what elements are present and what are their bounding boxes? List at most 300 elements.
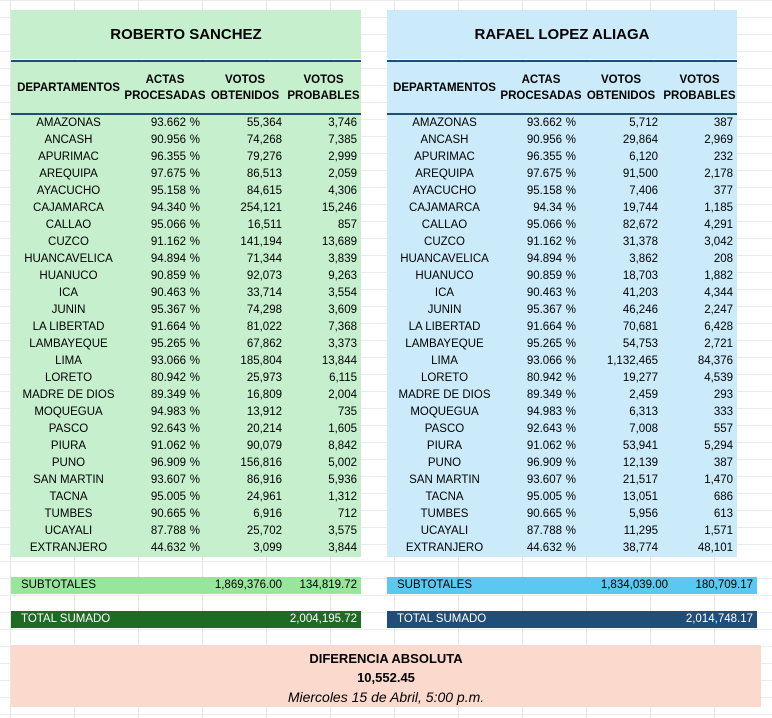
table-row: [387, 319, 737, 336]
percent-sign: %: [189, 423, 200, 435]
votos-probables-cell: 3,839: [328, 253, 357, 265]
votos-probables-cell: 735: [337, 406, 357, 418]
table-row: [11, 472, 361, 489]
votos-probables-cell: 3,844: [328, 542, 357, 554]
votos-probables-cell: 2,721: [704, 338, 733, 350]
votos-probables-cell: 3,554: [328, 287, 357, 299]
actas-cell: [502, 387, 580, 404]
votos-probables-cell: 1,571: [704, 525, 733, 537]
percent-sign: %: [565, 440, 576, 452]
actas-cell: [502, 455, 580, 472]
table-row: [11, 319, 361, 336]
table-row: [11, 302, 361, 319]
table-row: [11, 421, 361, 438]
subtotal-probables: 134,819.72: [299, 579, 357, 591]
votos-obtenidos-cell: 5,712: [629, 117, 658, 129]
votos-obtenidos-cell: 3,862: [629, 253, 658, 265]
department-cell: TACNA: [49, 491, 88, 503]
table-row: [11, 370, 361, 387]
table-row: [11, 251, 361, 268]
votos-probables-cell: 232: [713, 151, 733, 163]
actas-cell: [126, 387, 204, 404]
votos-obtenidos-cell: 31,378: [622, 236, 658, 248]
percent-sign: %: [565, 304, 576, 316]
department-cell: APURIMAC: [414, 151, 475, 163]
actas-value: 93.066: [150, 355, 186, 367]
votos-obtenidos-cell: 86,916: [246, 474, 282, 486]
actas-cell: [126, 540, 204, 557]
actas-value: 93.066: [526, 355, 562, 367]
table-row: [11, 353, 361, 370]
percent-sign: %: [189, 270, 200, 282]
actas-value: 91.062: [526, 440, 562, 452]
votos-probables-cell: 2,969: [704, 134, 733, 146]
actas-cell: [126, 489, 204, 506]
votos-probables-cell: 6,115: [329, 372, 357, 384]
votos-obtenidos-cell: 3,099: [253, 542, 282, 554]
votos-probables-cell: 13,844: [321, 355, 357, 367]
actas-cell: [502, 200, 580, 217]
table-row: [387, 183, 737, 200]
actas-value: 95.367: [150, 304, 186, 316]
actas-value: 94.983: [150, 406, 186, 418]
votos-probables-cell: 557: [713, 423, 733, 435]
actas-value: 90.859: [526, 270, 562, 282]
table-row: [11, 438, 361, 455]
table-row: [387, 489, 737, 506]
percent-sign: %: [189, 542, 200, 554]
actas-value: 97.675: [150, 168, 186, 180]
department-cell: AYACUCHO: [412, 185, 477, 197]
votos-obtenidos-cell: 74,268: [246, 134, 282, 146]
votos-probables-cell: 208: [713, 253, 733, 265]
percent-sign: %: [565, 202, 576, 214]
actas-value: 93.662: [526, 117, 562, 129]
actas-value: 95.005: [150, 491, 186, 503]
percent-sign: %: [189, 253, 200, 265]
votos-probables-cell: 5,002: [328, 457, 357, 469]
percent-sign: %: [565, 168, 576, 180]
department-cell: SAN MARTIN: [33, 474, 104, 486]
votos-obtenidos-cell: 16,511: [247, 219, 282, 231]
table-row: [11, 217, 361, 234]
actas-cell: [126, 353, 204, 370]
table-body: [11, 115, 361, 557]
table-row: [11, 506, 361, 523]
department-cell: LIMA: [55, 355, 82, 367]
actas-value: 95.265: [150, 338, 186, 350]
department-cell: PUNO: [427, 457, 462, 469]
percent-sign: %: [189, 202, 200, 214]
actas-cell: [126, 438, 204, 455]
percent-sign: %: [565, 525, 576, 537]
percent-sign: %: [189, 491, 200, 503]
votos-obtenidos-cell: 5,956: [629, 508, 658, 520]
actas-cell: [502, 166, 580, 183]
difference-box: [11, 645, 761, 707]
table-row: [387, 387, 737, 404]
votos-probables-cell: 15,246: [321, 202, 357, 214]
actas-value: 95.066: [526, 219, 562, 231]
department-cell: ANCASH: [420, 134, 469, 146]
department-cell: MADRE DE DIOS: [22, 389, 115, 401]
percent-sign: %: [189, 134, 200, 146]
percent-sign: %: [565, 491, 576, 503]
header-votos-probables: VOTOS PROBABLES: [663, 73, 736, 102]
department-cell: AMAZONAS: [412, 117, 477, 129]
votos-obtenidos-cell: 46,246: [622, 304, 658, 316]
table-row: [11, 387, 361, 404]
votos-probables-cell: 2,999: [328, 151, 357, 163]
department-cell: ICA: [58, 287, 79, 299]
actas-cell: [126, 217, 204, 234]
table-header: [11, 62, 361, 113]
percent-sign: %: [565, 151, 576, 163]
actas-cell: [126, 319, 204, 336]
actas-cell: [502, 217, 580, 234]
table-row: [387, 438, 737, 455]
table-row: [387, 472, 737, 489]
percent-sign: %: [189, 440, 200, 452]
actas-value: 80.942: [150, 372, 186, 384]
department-cell: AMAZONAS: [36, 117, 101, 129]
percent-sign: %: [189, 168, 200, 180]
actas-cell: [126, 455, 204, 472]
actas-cell: [502, 132, 580, 149]
votos-obtenidos-cell: 53,941: [622, 440, 658, 452]
actas-cell: [126, 370, 204, 387]
votos-probables-cell: 1,882: [704, 270, 733, 282]
actas-value: 94.983: [526, 406, 562, 418]
votos-obtenidos-cell: 21,517: [622, 474, 658, 486]
table-row: [387, 234, 737, 251]
department-cell: HUANCAVELICA: [24, 253, 113, 265]
actas-value: 92.643: [526, 423, 562, 435]
table-row: [11, 183, 361, 200]
department-cell: CALLAO: [421, 219, 468, 231]
votos-probables-cell: 4,291: [704, 219, 733, 231]
actas-value: 95.158: [150, 185, 186, 197]
votos-probables-cell: 3,575: [328, 525, 357, 537]
votos-obtenidos-cell: 20,214: [246, 423, 282, 435]
actas-cell: [126, 285, 204, 302]
department-cell: LAMBAYEQUE: [29, 338, 108, 350]
department-cell: JUNIN: [427, 304, 462, 316]
actas-cell: [126, 115, 204, 132]
percent-sign: %: [189, 219, 200, 231]
subtotal-probables: 180,709.17: [695, 579, 753, 591]
department-cell: PASCO: [424, 423, 465, 435]
votos-obtenidos-cell: 12,139: [622, 457, 658, 469]
difference-label: DIFERENCIA ABSOLUTA: [309, 651, 463, 666]
actas-cell: [502, 336, 580, 353]
table-row: [11, 115, 361, 132]
actas-cell: [126, 234, 204, 251]
votos-obtenidos-cell: 6,120: [629, 151, 658, 163]
percent-sign: %: [565, 185, 576, 197]
votos-probables-cell: 387: [713, 457, 733, 469]
percent-sign: %: [189, 185, 200, 197]
table-row: [387, 285, 737, 302]
votos-probables-cell: 857: [337, 219, 357, 231]
actas-value: 93.662: [150, 117, 186, 129]
subtotal-row-sanchez: [11, 577, 361, 594]
department-cell: LIMA: [431, 355, 458, 367]
department-cell: PUNO: [51, 457, 86, 469]
department-cell: LA LIBERTAD: [32, 321, 105, 333]
percent-sign: %: [565, 338, 576, 350]
actas-value: 90.956: [526, 134, 562, 146]
actas-cell: [502, 149, 580, 166]
votos-probables-cell: 6,428: [704, 321, 733, 333]
votos-obtenidos-cell: 71,344: [246, 253, 282, 265]
candidate-panel-lopez-aliaga: [387, 10, 737, 557]
percent-sign: %: [189, 236, 200, 248]
votos-probables-cell: 377: [713, 185, 733, 197]
subtotal-label: SUBTOTALES: [21, 579, 96, 591]
votos-probables-cell: 13,689: [321, 236, 357, 248]
percent-sign: %: [189, 304, 200, 316]
table-row: [11, 166, 361, 183]
percent-sign: %: [565, 372, 576, 384]
votos-obtenidos-cell: 38,774: [622, 542, 658, 554]
actas-value: 91.664: [526, 321, 562, 333]
subtotal-obtenidos: 1,834,039.00: [600, 579, 668, 591]
votos-obtenidos-cell: 1,132,465: [606, 355, 658, 367]
actas-value: 90.463: [150, 287, 186, 299]
header-votos-obtenidos: VOTOS OBTENIDOS: [586, 73, 656, 102]
actas-value: 90.665: [526, 508, 562, 520]
votos-obtenidos-cell: 24,961: [246, 491, 282, 503]
percent-sign: %: [565, 423, 576, 435]
votos-obtenidos-cell: 79,276: [246, 151, 282, 163]
actas-cell: [502, 285, 580, 302]
subtotal-label: SUBTOTALES: [397, 579, 472, 591]
header-actas: ACTAS PROCESADAS: [124, 73, 206, 102]
votos-probables-cell: 712: [337, 508, 357, 520]
actas-cell: [126, 251, 204, 268]
department-cell: AYACUCHO: [36, 185, 101, 197]
votos-probables-cell: 293: [713, 389, 733, 401]
table-row: [387, 540, 737, 557]
actas-cell: [126, 183, 204, 200]
total-label: TOTAL SUMADO: [21, 613, 111, 625]
actas-cell: [126, 472, 204, 489]
votos-probables-cell: 5,936: [328, 474, 357, 486]
actas-value: 96.355: [526, 151, 562, 163]
actas-value: 95.158: [526, 185, 562, 197]
actas-cell: [502, 251, 580, 268]
department-cell: EXTRANJERO: [29, 542, 108, 554]
actas-cell: [502, 523, 580, 540]
candidate-title: ROBERTO SANCHEZ: [11, 10, 361, 59]
actas-cell: [502, 472, 580, 489]
table-row: [11, 149, 361, 166]
table-row: [387, 200, 737, 217]
actas-cell: [502, 353, 580, 370]
department-cell: MOQUEGUA: [34, 406, 103, 418]
table-row: [387, 149, 737, 166]
votos-obtenidos-cell: 54,753: [622, 338, 658, 350]
actas-value: 97.675: [526, 168, 562, 180]
votos-probables-cell: 3,746: [328, 117, 357, 129]
percent-sign: %: [189, 338, 200, 350]
votos-probables-cell: 387: [713, 117, 733, 129]
votos-probables-cell: 48,101: [697, 542, 733, 554]
votos-probables-cell: 84,376: [697, 355, 733, 367]
votos-probables-cell: 4,344: [704, 287, 733, 299]
department-cell: LORETO: [420, 372, 469, 384]
percent-sign: %: [565, 457, 576, 469]
total-value: 2,014,748.17: [685, 613, 753, 625]
votos-obtenidos-cell: 81,022: [246, 321, 282, 333]
department-cell: EXTRANJERO: [405, 542, 484, 554]
table-row: [11, 200, 361, 217]
header-votos-obtenidos: VOTOS OBTENIDOS: [210, 73, 280, 102]
percent-sign: %: [565, 355, 576, 367]
timestamp: Miercoles 15 de Abril, 5:00 p.m.: [287, 689, 485, 705]
department-cell: JUNIN: [51, 304, 86, 316]
votos-obtenidos-cell: 11,295: [623, 525, 658, 537]
votos-probables-cell: 3,042: [704, 236, 733, 248]
actas-cell: [126, 302, 204, 319]
percent-sign: %: [565, 474, 576, 486]
actas-value: 94.894: [150, 253, 186, 265]
actas-value: 96.355: [150, 151, 186, 163]
actas-value: 90.463: [526, 287, 562, 299]
votos-probables-cell: 2,059: [328, 168, 357, 180]
actas-cell: [502, 489, 580, 506]
department-cell: LORETO: [44, 372, 93, 384]
table-row: [387, 421, 737, 438]
table-row: [387, 132, 737, 149]
actas-value: 80.942: [526, 372, 562, 384]
votos-obtenidos-cell: 90,079: [246, 440, 282, 452]
subtotal-obtenidos: 1,869,376.00: [214, 579, 282, 591]
votos-obtenidos-cell: 13,051: [622, 491, 658, 503]
department-cell: TACNA: [425, 491, 464, 503]
table-row: [11, 404, 361, 421]
votos-obtenidos-cell: 19,744: [622, 202, 658, 214]
actas-value: 93.607: [150, 474, 186, 486]
votos-obtenidos-cell: 25,973: [246, 372, 282, 384]
percent-sign: %: [565, 508, 576, 520]
department-cell: PIURA: [426, 440, 463, 452]
percent-sign: %: [565, 542, 576, 554]
table-row: [387, 115, 737, 132]
votos-obtenidos-cell: 19,277: [622, 372, 658, 384]
difference-value: 10,552.45: [357, 670, 415, 685]
header-departamentos: DEPARTAMENTOS: [17, 81, 120, 94]
actas-cell: [502, 268, 580, 285]
votos-obtenidos-cell: 67,862: [246, 338, 282, 350]
table-row: [11, 523, 361, 540]
actas-value: 92.643: [150, 423, 186, 435]
department-cell: CAJAMARCA: [409, 202, 480, 214]
votos-probables-cell: 8,842: [328, 440, 357, 452]
votos-obtenidos-cell: 41,203: [622, 287, 658, 299]
votos-obtenidos-cell: 84,615: [246, 185, 282, 197]
table-row: [11, 268, 361, 285]
table-row: [11, 234, 361, 251]
percent-sign: %: [189, 151, 200, 163]
votos-probables-cell: 2,247: [704, 304, 733, 316]
department-cell: SAN MARTIN: [409, 474, 480, 486]
votos-probables-cell: 9,263: [328, 270, 357, 282]
percent-sign: %: [189, 406, 200, 418]
votos-obtenidos-cell: 91,500: [622, 168, 658, 180]
votos-probables-cell: 3,609: [328, 304, 357, 316]
votos-probables-cell: 613: [713, 508, 733, 520]
actas-cell: [126, 421, 204, 438]
actas-cell: [502, 234, 580, 251]
votos-probables-cell: 1,605: [328, 423, 357, 435]
subtotal-row-lopez-aliaga: [387, 577, 757, 594]
table-row: [387, 353, 737, 370]
department-cell: HUANUCO: [39, 270, 98, 282]
table-row: [387, 404, 737, 421]
header-departamentos: DEPARTAMENTOS: [393, 81, 496, 94]
votos-probables-cell: 3,373: [328, 338, 357, 350]
votos-probables-cell: 1,312: [328, 491, 357, 503]
votos-probables-cell: 4,306: [328, 185, 357, 197]
department-cell: CAJAMARCA: [33, 202, 104, 214]
actas-value: 94.894: [526, 253, 562, 265]
votos-obtenidos-cell: 29,864: [622, 134, 658, 146]
actas-value: 93.607: [526, 474, 562, 486]
table-row: [11, 455, 361, 472]
votos-obtenidos-cell: 7,406: [629, 185, 658, 197]
department-cell: UCAYALI: [420, 525, 469, 537]
department-cell: ANCASH: [44, 134, 93, 146]
actas-value: 96.909: [150, 457, 186, 469]
table-row: [387, 336, 737, 353]
actas-value: 44.632: [526, 542, 562, 554]
table-row: [387, 166, 737, 183]
actas-cell: [502, 302, 580, 319]
votos-obtenidos-cell: 254,121: [240, 202, 282, 214]
candidate-title: RAFAEL LOPEZ ALIAGA: [387, 10, 737, 59]
actas-cell: [126, 166, 204, 183]
total-label: TOTAL SUMADO: [397, 613, 487, 625]
actas-value: 90.665: [150, 508, 186, 520]
department-cell: MOQUEGUA: [410, 406, 479, 418]
department-cell: HUANCAVELICA: [400, 253, 489, 265]
actas-cell: [502, 438, 580, 455]
actas-cell: [126, 132, 204, 149]
percent-sign: %: [189, 457, 200, 469]
votos-obtenidos-cell: 92,073: [246, 270, 282, 282]
actas-cell: [126, 404, 204, 421]
percent-sign: %: [565, 406, 576, 418]
actas-cell: [502, 404, 580, 421]
percent-sign: %: [565, 219, 576, 231]
actas-value: 94.34: [533, 202, 562, 214]
actas-value: 95.005: [526, 491, 562, 503]
votos-probables-cell: 2,004: [328, 389, 357, 401]
department-cell: PIURA: [50, 440, 87, 452]
actas-cell: [502, 183, 580, 200]
percent-sign: %: [189, 508, 200, 520]
actas-cell: [502, 421, 580, 438]
department-cell: LAMBAYEQUE: [405, 338, 484, 350]
candidate-panel-sanchez: [11, 10, 361, 557]
actas-value: 95.066: [150, 219, 186, 231]
votos-obtenidos-cell: 18,703: [622, 270, 658, 282]
total-row-lopez-aliaga: [387, 611, 757, 628]
actas-value: 96.909: [526, 457, 562, 469]
actas-value: 94.340: [150, 202, 186, 214]
